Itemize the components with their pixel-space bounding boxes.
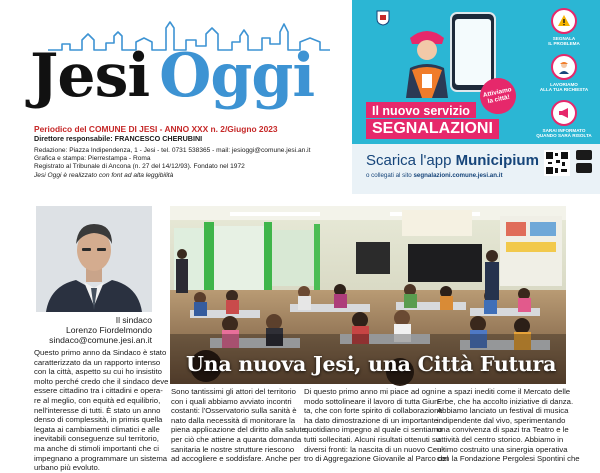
column-2-line: con i quali abbiamo avviato incontri <box>171 396 292 406</box>
ad-step-3 <box>533 100 595 139</box>
column-1-line: nell'interesse di tutti. È stato un anno <box>34 405 161 415</box>
column-3-line: Di questo primo anno mi piace ad ogni <box>304 387 437 396</box>
app-store-icon <box>576 163 592 173</box>
font-note-line: Jesi Oggi è realizzato con font ad alta leggibilità <box>34 171 174 179</box>
column-3-line: tro di Aggregazione Giovanile al Parco del <box>304 454 449 464</box>
ad-download-panel <box>352 144 600 194</box>
logo-word-jesi: Jesi <box>30 41 150 111</box>
column-1-line: Questo primo anno da Sindaco è stato <box>34 348 167 357</box>
director-line: Direttore responsabile: FRANCESCO CHERUBINI <box>34 134 203 143</box>
column-2-line: ad accogliere e soddisfare. Anche per <box>171 454 301 464</box>
ad-step-2 <box>533 54 595 93</box>
column-3-line: diversi fronti: la nascita di un nuovo Cen- <box>304 444 445 454</box>
column-2-line: nato dalla necessità di monitorare la <box>171 415 296 425</box>
caption-name: Lorenzo Fiordelmondo <box>66 325 152 335</box>
column-3-line: modo sottolineare il lavoro di tutta Giun- <box>304 396 441 406</box>
column-2-line: per ciò che attiene a quanta domanda <box>171 434 302 444</box>
column-3-line: quotidiano impegno al quale ci sentiamo <box>304 425 443 435</box>
column-3-line: ha dato dimostrazione di un importante <box>304 415 438 425</box>
mayor-portrait <box>36 206 152 312</box>
ad-step-3-label: SARAI INFORMATO QUANDO SARÀ RISOLTA <box>536 127 592 139</box>
segnalazioni-site-text: o collegati al sito segnalazioni.comune.jesi.an.it <box>366 172 503 179</box>
caption-role: Il sindaco <box>115 315 152 325</box>
column-2-line: Sono tantissimi gli attori del territorio <box>171 387 296 396</box>
article-headline: Una nuova Jesi, una Città Futura <box>186 352 557 376</box>
caption-email[interactable]: sindaco@comune.jesi.an.it <box>49 335 152 345</box>
column-1-line: con la città, aspetto su cui ho insistito <box>34 367 162 377</box>
periodical-line: Periodico del COMUNE DI JESI - ANNO XXX n. 2/Giugno 2023 <box>34 124 278 134</box>
column-4-line: Abbiamo lanciato un festival di musica <box>437 406 569 416</box>
ad-step-1 <box>533 8 595 47</box>
column-2-line: costanti: l'Osservatorio sulla sanità è <box>171 406 297 416</box>
redazione-line: Redazione: Piazza Indipendenza, 1 - Jesi - tel. 0731 538365 - mail: jesioggi@comune.jesi.an.it <box>34 147 311 154</box>
column-3-line: ta, che con forte spirito di collaborazione <box>304 406 443 416</box>
municipium-app-name[interactable]: Municipium <box>455 152 539 169</box>
registrato-line: Registrato al Tribunale di Ancona (n. 27 del 14/12/93). Fondato nel 1972 <box>34 163 245 171</box>
column-1-line: caratterizzato da un rapporto intenso <box>34 357 161 367</box>
ad-step-2-label: LAVORIAMO ALLA TUA RICHIESTA <box>539 81 589 93</box>
ad-step-1-label: SEGNALA IL PROBLEMA <box>548 36 580 47</box>
column-4-line: attività del centro storico. Abbiamo in <box>437 434 564 444</box>
column-4-line: una convivenza di spazi tra Teatro e le <box>437 425 569 435</box>
column-1-line: legata ai cambiamenti climatici e alle <box>34 424 160 434</box>
qr-code-icon[interactable] <box>544 150 570 176</box>
article-column-3 <box>304 387 449 464</box>
column-4-line: Erbe, che ha accolto iniziative di danza. <box>437 396 574 406</box>
ad-title-line1: Il nuovo servizio <box>366 102 476 118</box>
column-1-line: denso di complessità, in primis quella <box>34 415 163 425</box>
megaphone-icon <box>551 100 577 126</box>
article-column-4 <box>437 387 580 464</box>
column-4-line: indipendente dal vivo, sperimentando <box>437 415 566 425</box>
ad-title-line2: SEGNALAZIONI <box>366 119 499 139</box>
alert-icon <box>551 8 577 34</box>
article-column-2 <box>171 387 306 464</box>
column-2-line: sanitaria le nostre strutture riescono <box>171 444 295 454</box>
grafica-line: Grafica e stampa: Pierrestampa - Roma <box>34 155 151 163</box>
column-1-line: impegnano a programmare un sistema <box>34 453 168 463</box>
column-1-line: ma anche di stimoli importanti che ci <box>34 443 159 453</box>
column-4-line: ne a spazi inediti come il Mercato delle <box>437 387 571 396</box>
segnalazioni-ad[interactable] <box>352 0 600 194</box>
google-play-icon <box>576 150 592 160</box>
column-1-line: inevitabili conseguenze sul territorio, <box>34 434 159 444</box>
column-4-line: con la Fondazione Pergolesi Spontini che <box>437 454 580 464</box>
column-1-line: re al meglio, con equità ed equilibrio, <box>34 395 161 405</box>
column-1-line: essere cittadino tra i cittadini e opera- <box>34 386 163 396</box>
jesi-oggi-logo <box>30 41 315 111</box>
column-1-line: molto perché credo che il sindaco deve <box>34 376 169 386</box>
column-4-line: ultimo costruito una sinergia operativa <box>437 444 568 454</box>
worker-icon <box>551 54 577 80</box>
column-3-line: tutti sollecitati. Alcuni risultati ottenuti su <box>304 434 441 444</box>
logo-word-oggi: Oggi <box>159 41 315 111</box>
segnalazioni-site-link[interactable]: segnalazioni.comune.jesi.an.it <box>413 172 503 179</box>
article-column-1 <box>34 348 169 473</box>
column-1-line: urbano più evoluto. <box>34 463 100 473</box>
masthead-info <box>34 125 344 180</box>
city-crest-icon <box>376 10 390 26</box>
app-store-badges[interactable] <box>576 150 592 186</box>
scarica-app-text: Scarica l'app Municipium <box>366 152 539 169</box>
attiviamo-badge: Attiviamo la città! <box>477 75 520 118</box>
column-2-line: piena applicazione del diritto alla salute <box>171 425 306 435</box>
mayor-caption <box>36 315 152 345</box>
ad-steps <box>533 8 595 145</box>
